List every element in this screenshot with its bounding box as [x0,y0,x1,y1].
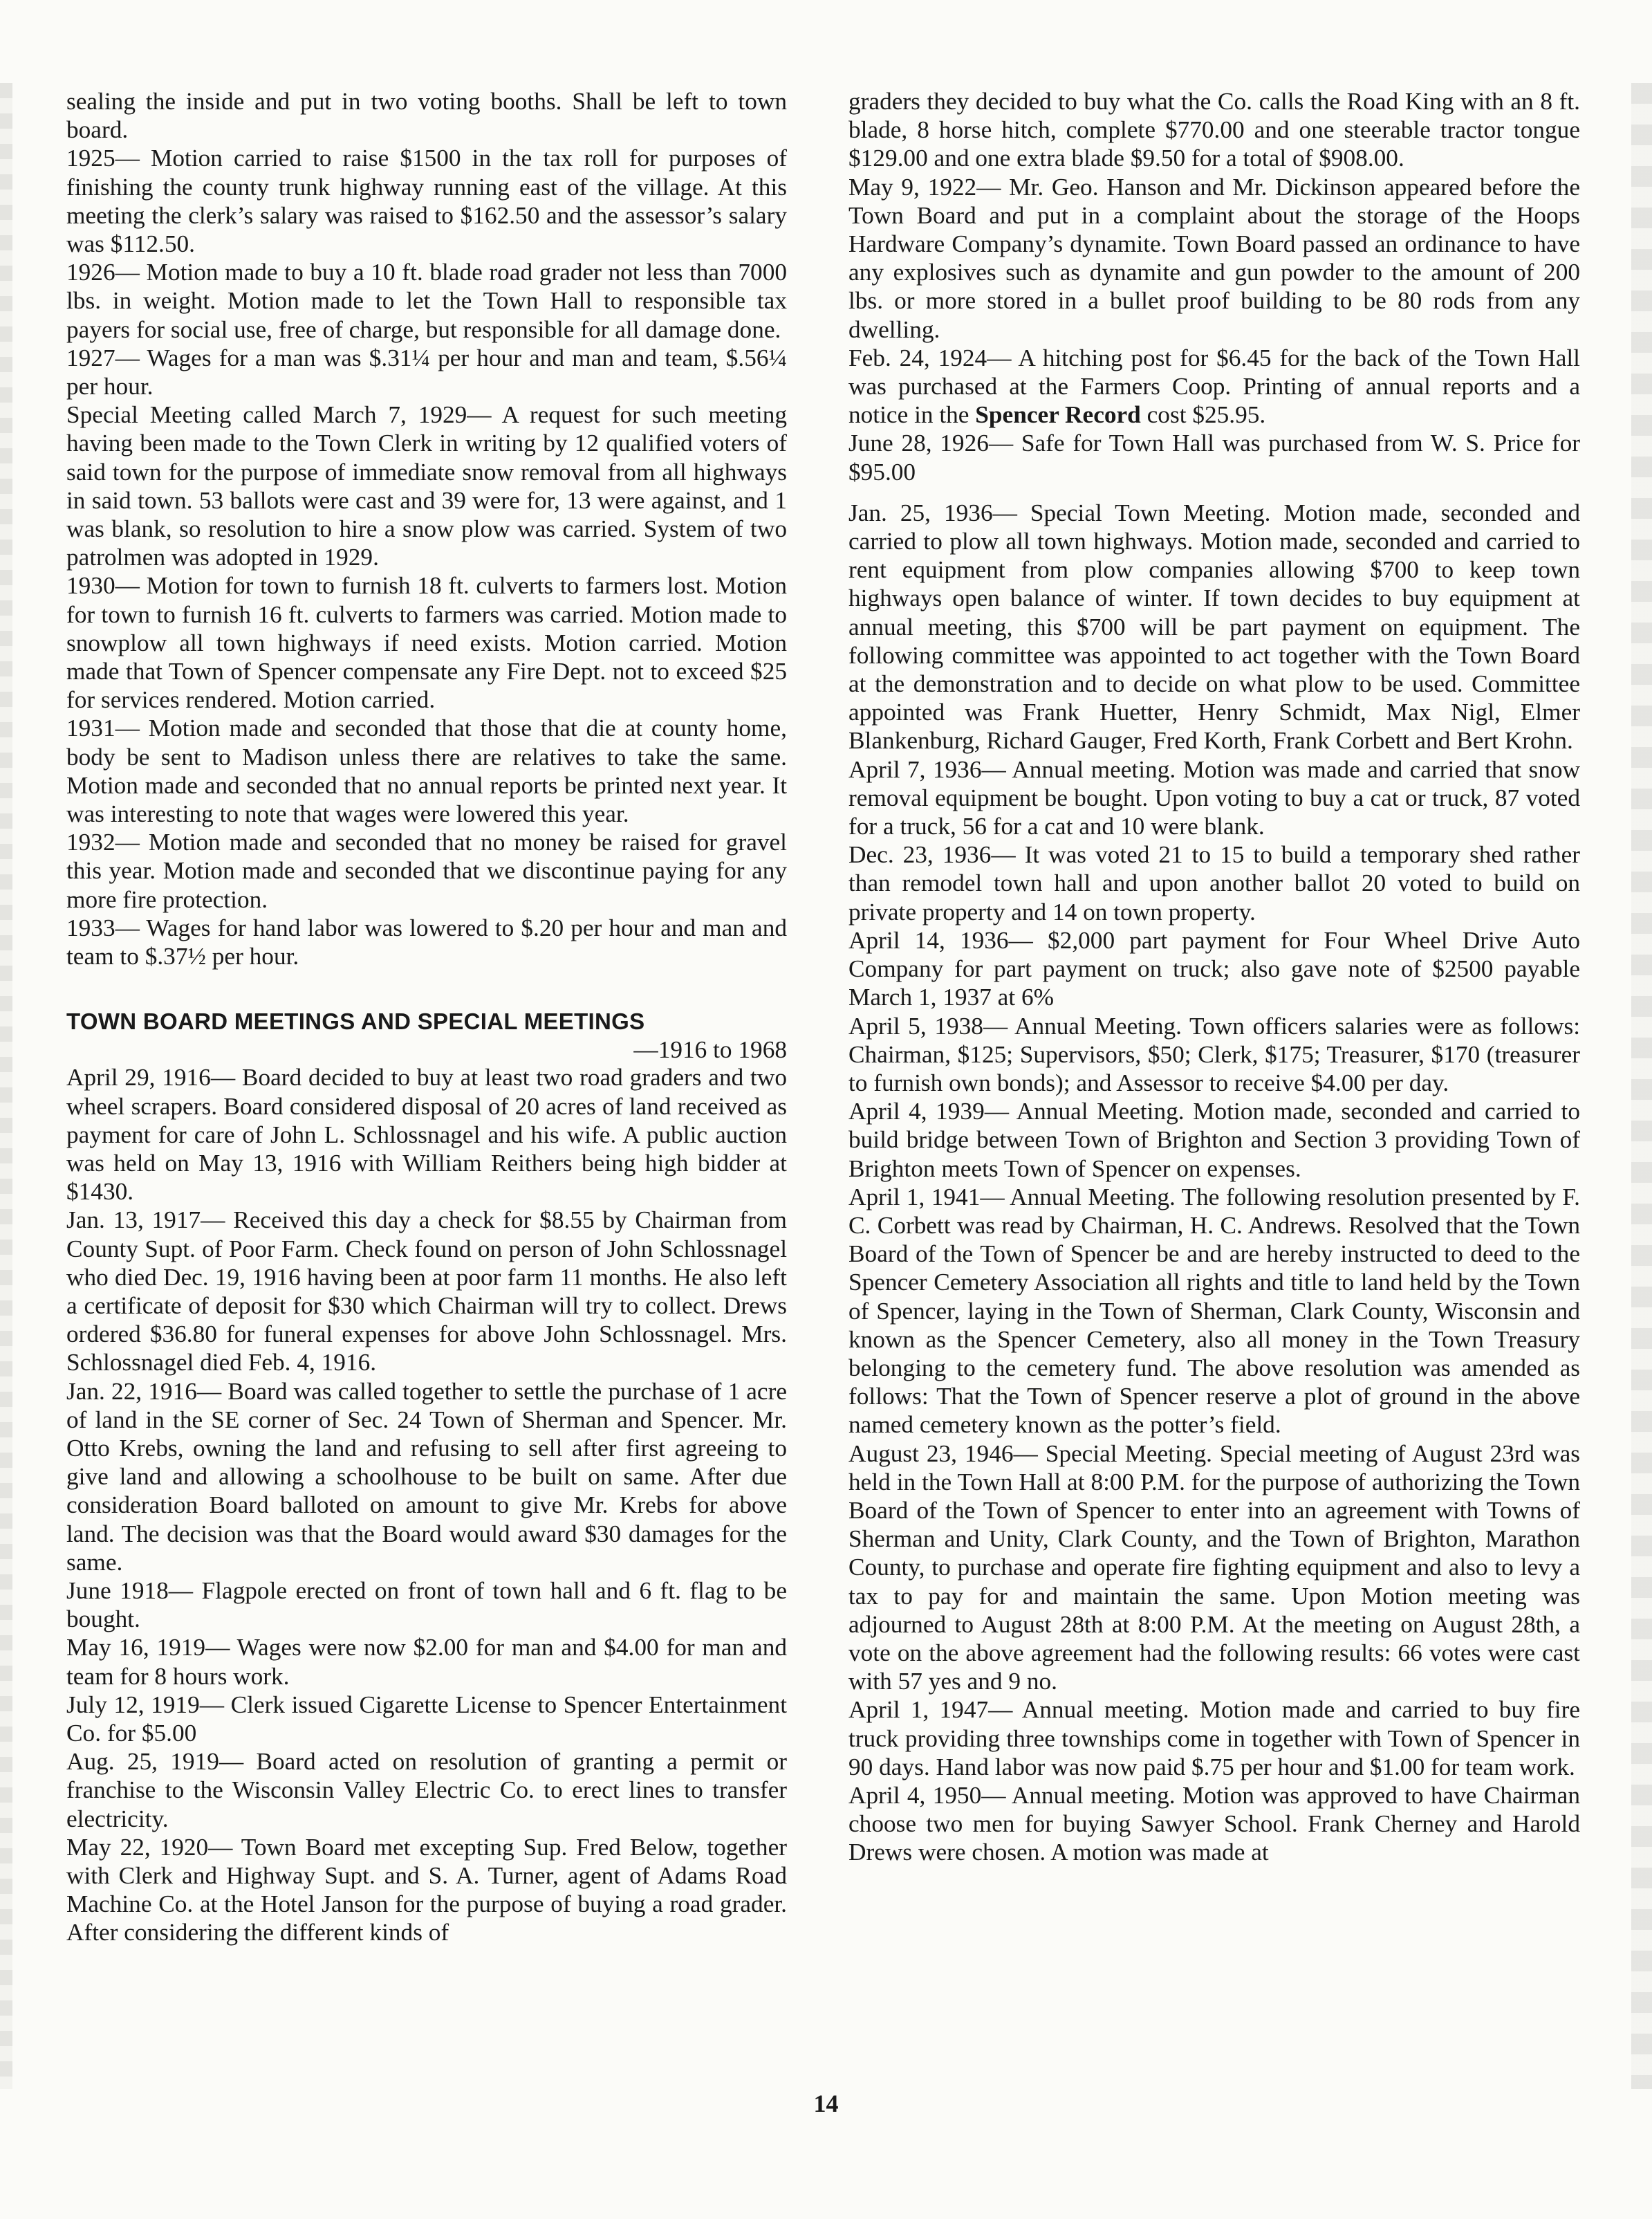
section-subtitle: —1916 to 1968 [633,1036,787,1064]
paragraph: graders they decided to buy what the Co. calls the Road King with an 8 ft. blade, 8 horse hitch, complete $770.00 and one steerable tractor tongue $129.00 and one extra blade $9.50 for a total of $908.00. [848,88,1580,172]
paragraph: April 1, 1941— Annual Meeting. The following resolution presented by F. C. Corbett was read by Chairman, H. C. Andrews. Resolved that the Town Board of the Town of Spencer be and are hereby instructed to deed to the Spencer Cemetery Association all rights and title to land held by the Town of Spencer, laying in the Town of Sherman, Clark County, Wisconsin and known as the Spencer Cemetery, also all money in the Town Treasury belonging to the cemetery fund. The above resolution was amended as follows: That the Town of Spencer reserve a plot of ground in the above named cemetery known as the potter’s field. [848,1183,1580,1439]
paragraph: April 7, 1936— Annual meeting. Motion was made and carried that snow removal equipment be bought. Upon voting to buy a cat or truck, 87 voted for a truck, 56 for a cat and 10 were blank. [848,755,1580,840]
paragraph: 1930— Motion for town to furnish 18 ft. culverts to farmers lost. Motion for town to furnish 16 ft. culverts to farmers was carried. Motion made to snowplow all town highways if need exists. Motion carried. Motion made that Town of Spencer compensate any Fire Dept. not to exceed $25 for services rendered. Motion carried. [66,572,787,714]
paragraph-group [848,499,1580,1867]
right-column [848,87,1580,1867]
paragraph: Jan. 22, 1916— Board was called together to settle the purchase of 1 acre of land in the SE corner of Sec. 24 Town of Sherman and Spencer. Mr. Otto Krebs, owning the land and refusing to sell after first agreeing to give land and allowing a schoolhouse to be built on same. After due consideration Board balloted on amount to give Mr. Krebs for above land. The decision was that the Board would award $30 damages for the same. [66,1377,787,1576]
paragraph: Jan. 13, 1917— Received this day a check for $8.55 by Chairman from County Supt. of Poor Farm. Check found on person of John Schlossnagel who died Dec. 19, 1916 having been at poor farm 11 months. He also left a certificate of deposit for $30 which Chairman will try to collect. Drews ordered $36.80 for funeral expenses for above John Schlossnagel. Mrs. Schlossnagel died Feb. 4, 1916. [66,1206,787,1376]
scan-edge-left [0,83,12,2089]
paragraph: 1933— Wages for hand labor was lowered to $.20 per hour and man and team to $.37½ per hour. [66,914,787,970]
left-column [66,87,787,1947]
scan-edge-right [1631,83,1652,2089]
paragraph: Special Meeting called March 7, 1929— A request for such meeting having been made to the Town Clerk in writing by 12 qualified voters of said town for the purpose of immediate snow removal from all highways in said town. 53 ballots were cast and 39 were for, 13 were against, and 1 was blank, so resolution to hire a snow plow was carried. System of two patrolmen was adopted in 1929. [66,401,787,571]
paragraph: April 5, 1938— Annual Meeting. Town officers salaries were as follows: Chairman, $125; Supervisors, $50; Clerk, $175; Treasurer, $170 (treasurer to furnish own bonds); and Assessor to receive $4.00 per day. [848,1012,1580,1096]
newspaper-name: Spencer Record [975,401,1141,429]
paragraph: May 9, 1922— Mr. Geo. Hanson and Mr. Dickinson appeared before the Town Board and put in a complaint about the storage of the Hoops Hardware Company’s dynamite. Town Board passed an ordinance to have any explosives such as dynamite and gun powder to the amount of 200 lbs. or more stored in a bullet proof building to be 80 rods from any dwelling. [848,173,1580,343]
paragraph: 1931— Motion made and seconded that those that die at county home, body be sent to Madison unless there are relatives to take the same. Motion made and seconded that no annual reports be printed next year. It was interesting to note that wages were lowered this year. [66,715,787,828]
page-number: 14 [813,2090,839,2117]
paragraph: July 12, 1919— Clerk issued Cigarette License to Spencer Entertainment Co. for $5.00 [66,1691,787,1747]
paragraph: 1927— Wages for a man was $.31¼ per hour and man and team, $.56¼ per hour. [66,344,787,400]
paragraph: 1926— Motion made to buy a 10 ft. blade road grader not less than 7000 lbs. in weight. Motion made to let the Town Hall to responsible tax payers for social use, free of charge, but responsible for all damage done. [66,259,787,343]
paragraph [848,344,1580,430]
paragraph: April 4, 1950— Annual meeting. Motion was approved to have Chairman choose two men for buying Sawyer School. Frank Cherney and Harold Drews were chosen. A motion was made at [848,1781,1580,1866]
paragraph: June 28, 1926— Safe for Town Hall was purchased from W. S. Price for $95.00 [848,430,1580,486]
paragraph: August 23, 1946— Special Meeting. Special meeting of August 23rd was held in the Town Hall at 8:00 P.M. for the purpose of authorizing the Town Board of the Town of Spencer to enter into an agreement with Towns of Sherman and Unity, Clark County, and the Town of Brighton, Marathon County, to purchase and operate fire fighting equipment and also to levy a tax to pay for and maintain the same. Upon Motion meeting was adjourned to August 28th at 8:00 P.M. At the meeting on August 28th, a vote on the above agreement had the following results: 66 votes were cast with 57 yes and 9 no. [848,1439,1580,1695]
paragraph: Jan. 25, 1936— Special Town Meeting. Motion made, seconded and carried to plow all town highways. Motion made, seconded and carried to rent equipment from plow companies allowing $700 to keep town highways open balance of winter. If town decides to buy equipment at annual meeting, this $700 will be part payment on equipment. The following committee was appointed to act together with the Town Board at the demonstration and to decide on what plow to be used. Committee appointed was Frank Huetter, Henry Schmidt, Max Nigl, Elmer Blankenburg, Richard Gauger, Fred Korth, Frank Corbett and Bert Krohn. [848,499,1580,755]
paragraph: April 29, 1916— Board decided to buy at least two road graders and two wheel scrapers. Board considered disposal of 20 acres of land received as payment for care of John L. Schlossnagel and his wife. A public auction was held on May 13, 1916 with William Reithers being high bidder at $1430. [66,1064,787,1206]
paragraph: Dec. 23, 1936— It was voted 21 to 15 to build a temporary shed rather than remodel town hall and upon another ballot 20 voted to build on private property and 14 on town property. [848,841,1580,926]
paragraph: Aug. 25, 1919— Board acted on resolution of granting a permit or franchise to the Wisconsin Valley Electric Co. to erect lines to transfer electricity. [66,1748,787,1832]
paragraph: May 16, 1919— Wages were now $2.00 for man and $4.00 for man and team for 8 hours work. [66,1634,787,1690]
paragraph: June 1918— Flagpole erected on front of town hall and 6 ft. flag to be bought. [66,1576,787,1633]
section-title: TOWN BOARD MEETINGS AND SPECIAL MEETINGS [66,1009,645,1035]
paragraph: April 1, 1947— Annual meeting. Motion made and carried to buy fire truck providing three townships come in together with Town of Spencer in 90 days. Hand labor was now paid $.75 per hour and $1.00 for team work. [848,1696,1580,1780]
paragraph: April 4, 1939— Annual Meeting. Motion made, seconded and carried to build bridge between Town of Brighton and Section 3 providing Town of Brighton meets Town of Spencer on expenses. [848,1098,1580,1182]
paragraph: April 14, 1936— $2,000 part payment for Four Wheel Drive Auto Company for part payment on truck; also gave note of $2500 payable March 1, 1937 at 6% [848,926,1580,1011]
paragraph: sealing the inside and put in two voting booths. Shall be left to town board. [66,88,787,144]
paragraph: 1925— Motion carried to raise $1500 in the tax roll for purposes of finishing the county trunk highway running east of the village. At this meeting the clerk’s salary was raised to $162.50 and the assessor’s salary was $112.50. [66,145,787,258]
paragraph-text: Feb. 24, 1924— A hitching post for $6.45 for the back of the Town Hall was purchased at the Farmers Coop. Printing of annual reports and a notice in the [848,344,1580,429]
paragraph: 1932— Motion made and seconded that no money be raised for gravel this year. Motion made and seconded that we discontinue paying for any more fire protection. [66,829,787,913]
paragraph-text: cost $25.95. [1140,401,1266,429]
paragraph: May 22, 1920— Town Board met excepting Sup. Fred Below, together with Clerk and Highway Supt. and S. A. Turner, agent of Adams Road Machine Co. at the Hotel Janson for the purpose of buying a road grader. After considering the different kinds of [66,1833,787,1946]
